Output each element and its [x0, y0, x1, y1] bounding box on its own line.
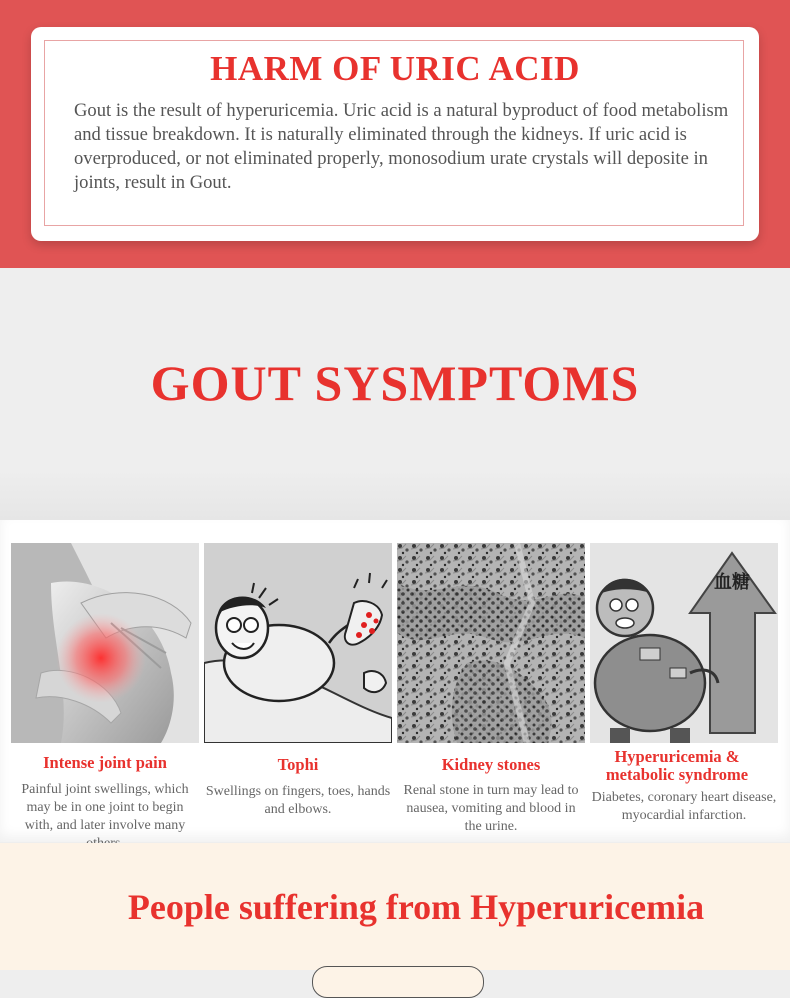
- joint-pain-image: [11, 543, 199, 743]
- people-title: People suffering from Hyperuricemia: [127, 887, 705, 927]
- sugar-sign-char-1: 血糖: [714, 572, 750, 593]
- symptom-label: Intense joint pain: [43, 753, 167, 772]
- harm-body-text: Gout is the result of hyperuricemia. Uric acid is a natural byproduct of food metabolism and tissue breakdown. It is naturally eliminated through the kidneys. If uric acid is overproduced, or not eliminated properly, monosodium urate crystals will deposite in joints, result in Gout.: [74, 100, 729, 193]
- symptom-card-kidney-stones: [397, 543, 585, 836]
- symptom-label: Hyperuricemia & metabolic syndrome: [605, 747, 749, 784]
- symptom-label: Kidney stones: [441, 755, 541, 774]
- harm-title: HARM OF URIC ACID: [210, 49, 580, 88]
- symptom-desc: Renal stone in turn may lead to nausea, vomiting and blood in the urine.: [403, 783, 579, 834]
- symptom-desc: Swellings on fingers, toes, hands and elbows.: [205, 784, 391, 817]
- symptom-card-tophi: [204, 543, 392, 819]
- symptom-desc: Painful joint swellings, which may be in one joint to begin with, and later involve many: [21, 782, 189, 833]
- symptom-label: Tophi: [277, 755, 319, 774]
- symptom-card-joint-pain: [11, 543, 199, 853]
- metabolic-syndrome-cartoon-image: [590, 543, 778, 743]
- symptoms-title: GOUT SYSMPTOMS: [150, 355, 640, 411]
- pill-button[interactable]: [312, 966, 484, 998]
- harm-card: [31, 27, 759, 241]
- harm-section: [0, 0, 790, 268]
- tophi-cartoon-image: [204, 543, 392, 743]
- symptom-card-hyperuricemia: [590, 543, 778, 825]
- symptom-cards: [0, 520, 790, 842]
- symptom-desc: Diabetes, coronary heart disease, myocardial infarction.: [591, 790, 777, 823]
- kidney-tissue-image: [397, 543, 585, 743]
